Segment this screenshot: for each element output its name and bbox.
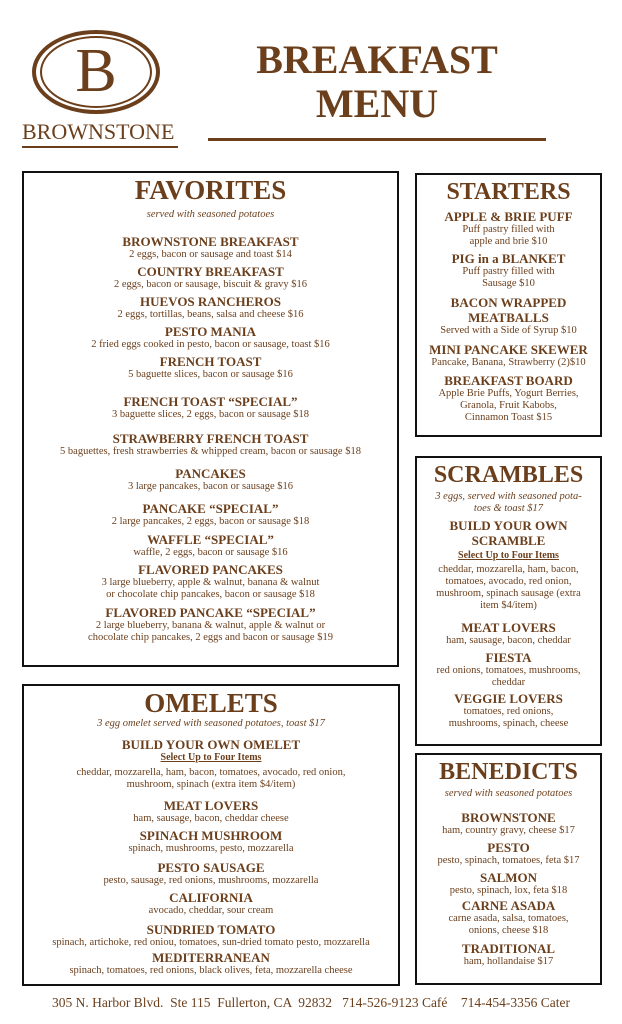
item-desc: 2 large pancakes, 2 eggs, bacon or sausage $18 [111, 516, 310, 527]
omelets-item [24, 950, 398, 977]
item-desc: onions, cheese $18 [468, 925, 549, 936]
item-desc: cheddar, mozzarella, ham, bacon, tomatoes, avocado, red onion, [76, 767, 346, 778]
starters-item [417, 373, 600, 424]
scrambles-item [417, 691, 600, 730]
favorites-item [24, 501, 397, 528]
omelets-heading: OMELETS [144, 688, 278, 718]
item-name: VEGGIE LOVERS [454, 691, 563, 706]
omelets-build-your-own [24, 737, 398, 791]
benedicts-heading: BENEDICTS [439, 759, 578, 785]
omelets-subtitle: 3 egg omelet served with seasoned potatoes, toast $17 [97, 718, 325, 729]
benedicts-section [415, 753, 602, 985]
item-name: MEATBALLS [468, 310, 549, 325]
item-name: CALIFORNIA [169, 890, 253, 905]
favorites-item [24, 354, 397, 381]
scrambles-subtitle [417, 491, 600, 515]
omelets-item [24, 860, 398, 887]
benedicts-item [417, 870, 600, 897]
title-divider [208, 138, 546, 141]
item-name: SUNDRIED TOMATO [146, 922, 276, 937]
starters-item [417, 295, 600, 337]
item-name: MEAT LOVERS [163, 798, 259, 813]
favorites-item [24, 431, 397, 458]
scrambles-section [415, 456, 602, 746]
item-name: FRENCH TOAST [159, 354, 262, 369]
favorites-item [24, 605, 397, 644]
favorites-item [24, 532, 397, 559]
item-desc: 2 eggs, bacon or sausage and toast $14 [129, 249, 292, 260]
item-name: FLAVORED PANCAKES [138, 562, 283, 577]
item-desc: ham, sausage, bacon, cheddar [446, 635, 571, 646]
favorites-item [24, 562, 397, 601]
omelets-item [24, 890, 398, 917]
item-name: SCRAMBLE [471, 533, 546, 548]
item-name: MINI PANCAKE SKEWER [429, 342, 588, 357]
logo-name: BROWNSTONE [22, 119, 175, 144]
item-desc: item $4/item) [480, 600, 537, 611]
item-name: HUEVOS RANCHEROS [140, 294, 281, 309]
scrambles-heading: SCRAMBLES [433, 462, 584, 488]
item-desc: 5 baguettes, fresh strawberries & whipped cream, bacon or sausage $18 [60, 446, 361, 457]
benedicts-subtitle: served with seasoned potatoes [444, 788, 573, 799]
item-desc: 3 large blueberry, apple & walnut, banana & walnut [101, 577, 320, 588]
benedicts-item [417, 840, 600, 867]
page-title [212, 38, 542, 126]
item-desc: 3 large pancakes, bacon or sausage $16 [127, 481, 294, 492]
omelets-item [24, 828, 398, 855]
item-desc: ham, hollandaise $17 [463, 956, 554, 967]
item-name: MEDITERRANEAN [152, 950, 270, 965]
item-desc: 3 baguette slices, 2 eggs, bacon or sausage $18 [111, 409, 310, 420]
item-name: CARNE ASADA [461, 898, 556, 913]
item-name: PESTO [487, 840, 530, 855]
item-desc: spinach, artichoke, red oniou, tomatoes, sun-dried tomato pesto, mozzarella [52, 937, 370, 948]
item-name: BUILD YOUR OWN OMELET [121, 737, 301, 752]
item-desc: tomatoes, avocado, red onion, [445, 576, 572, 587]
item-desc: tomatoes, red onions, [463, 706, 554, 717]
item-desc: avocado, cheddar, sour cream [148, 905, 274, 916]
item-desc: cheddar, mozzarella, ham, bacon, [438, 564, 579, 575]
logo-letter: B [75, 37, 117, 105]
item-desc: spinach, mushrooms, pesto, mozzarella [128, 843, 294, 854]
title-line-1: BREAKFAST [256, 37, 498, 82]
item-desc: or chocolate chip pancakes, bacon or sausage $18 [106, 589, 315, 600]
item-desc: Sausage $10 [482, 278, 535, 289]
subtitle-line: 3 eggs, served with seasoned pota- [435, 491, 582, 502]
item-desc: Granola, Fruit Kabobs, [460, 400, 557, 411]
favorites-item [24, 234, 397, 261]
item-desc: 2 eggs, bacon or sausage, biscuit & gravy $16 [113, 279, 308, 290]
item-desc: Puff pastry filled with [462, 224, 555, 235]
item-name: COUNTRY BREAKFAST [137, 264, 284, 279]
item-desc: Pancake, Banana, Strawberry (2)$10 [431, 357, 586, 368]
item-name: APPLE & BRIE PUFF [444, 209, 573, 224]
item-name: SPINACH MUSHROOM [139, 828, 283, 843]
item-desc: pesto, spinach, lox, feta $18 [449, 885, 568, 896]
scrambles-build-your-own [417, 518, 600, 612]
item-desc: 2 fried eggs cooked in pesto, bacon or sausage, toast $16 [91, 339, 330, 350]
brownstone-logo [18, 28, 183, 148]
item-hint: Select Up to Four Items [458, 550, 559, 561]
item-name: PESTO SAUSAGE [157, 860, 265, 875]
starters-item [417, 342, 600, 369]
item-name: PANCAKE “SPECIAL” [142, 501, 279, 516]
scrambles-item [417, 620, 600, 647]
item-desc: 2 large blueberry, banana & walnut, apple & walnut or [95, 620, 326, 631]
item-desc: mushrooms, spinach, cheese [448, 718, 569, 729]
favorites-item [24, 264, 397, 291]
item-desc: Apple Brie Puffs, Yogurt Berries, [438, 388, 579, 399]
item-desc: pesto, sausage, red onions, mushrooms, mozzarella [103, 875, 319, 886]
item-name: BUILD YOUR OWN [449, 518, 568, 533]
item-name: PESTO MANIA [164, 324, 257, 339]
subtitle-line: toes & toast $17 [473, 503, 544, 514]
item-name: PIG in a BLANKET [451, 251, 566, 266]
starters-item [417, 251, 600, 290]
favorites-item [24, 466, 397, 493]
item-name: MEAT LOVERS [461, 620, 556, 635]
favorites-section [22, 171, 399, 667]
item-hint: Select Up to Four Items [160, 752, 262, 763]
title-line-2: MENU [315, 81, 439, 126]
favorites-item [24, 324, 397, 351]
item-desc: spinach, tomatoes, red onions, black olives, feta, mozzarella cheese [69, 965, 353, 976]
omelets-item [24, 922, 398, 949]
item-desc: apple and brie $10 [469, 236, 548, 247]
item-name: BREAKFAST BOARD [444, 373, 573, 388]
item-desc: mushroom, spinach sausage (extra [436, 588, 581, 599]
item-name: SALMON [479, 870, 538, 885]
item-name: PANCAKES [175, 466, 246, 481]
item-desc: 2 eggs, tortillas, beans, salsa and cheese $16 [117, 309, 304, 320]
item-name: FIESTA [485, 650, 532, 665]
favorites-heading: FAVORITES [134, 175, 287, 205]
item-name: BACON WRAPPED [450, 295, 567, 310]
item-desc: mushroom, spinach (extra item $4/item) [126, 779, 296, 790]
item-desc: cheddar [491, 677, 526, 688]
item-desc: carne asada, salsa, tomatoes, [448, 913, 569, 924]
item-desc: red onions, tomatoes, mushrooms, [436, 665, 581, 676]
footer-address-contact: 305 N. Harbor Blvd. Ste 115 Fullerton, CA 92832 714-526-9123 Café 714-454-3356 Cater [51, 995, 571, 1010]
favorites-subtitle: served with seasoned potatoes [146, 209, 275, 220]
item-name: FRENCH TOAST “SPECIAL” [123, 394, 298, 409]
omelets-item [24, 798, 398, 825]
favorites-item [24, 394, 397, 421]
starters-item [417, 209, 600, 248]
item-desc: waffle, 2 eggs, bacon or sausage $16 [133, 547, 288, 558]
item-desc: Cinnamon Toast $15 [464, 412, 553, 423]
item-desc: Puff pastry filled with [462, 266, 555, 277]
item-desc: pesto, spinach, tomatoes, feta $17 [437, 855, 580, 866]
item-desc: 5 baguette slices, bacon or sausage $16 [128, 369, 293, 380]
item-name: BROWNSTONE [461, 810, 556, 825]
item-desc: Served with a Side of Syrup $10 [440, 325, 577, 336]
item-name: BROWNSTONE BREAKFAST [122, 234, 299, 249]
benedicts-item [417, 898, 600, 937]
benedicts-item [417, 941, 600, 968]
scrambles-item [417, 650, 600, 689]
item-name: WAFFLE “SPECIAL” [147, 532, 274, 547]
starters-section [415, 173, 602, 437]
item-desc: ham, country gravy, cheese $17 [442, 825, 575, 836]
item-name: STRAWBERRY FRENCH TOAST [112, 431, 309, 446]
starters-heading: STARTERS [446, 179, 571, 205]
favorites-item [24, 294, 397, 321]
benedicts-item [417, 810, 600, 837]
omelets-section [22, 684, 400, 986]
item-desc: ham, sausage, bacon, cheddar cheese [133, 813, 289, 824]
logo-underline [22, 146, 178, 148]
item-name: TRADITIONAL [461, 941, 556, 956]
item-desc: chocolate chip pancakes, 2 eggs and bacon or sausage $19 [88, 632, 333, 643]
item-name: FLAVORED PANCAKE “SPECIAL” [105, 605, 316, 620]
